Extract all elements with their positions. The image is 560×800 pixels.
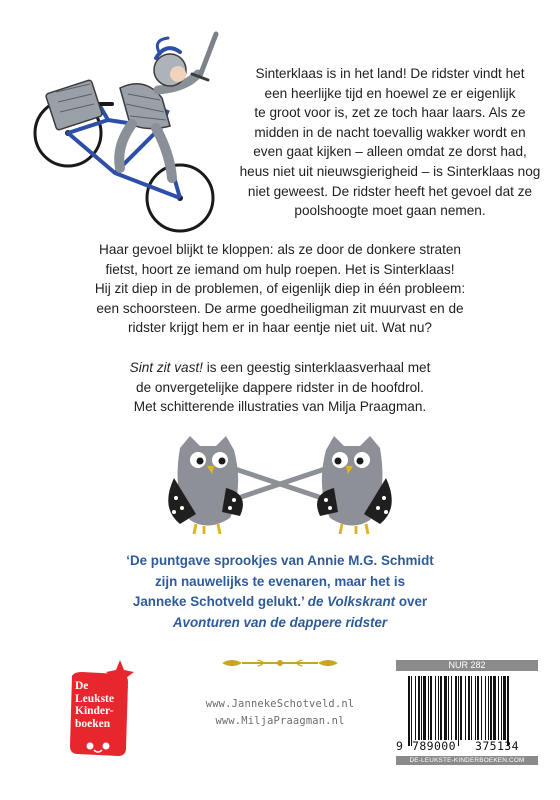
barcode-bar (444, 676, 447, 740)
nur-code: NUR 282 (396, 660, 538, 671)
illustrator-website-link[interactable]: www.MiljaPraagman.nl (215, 715, 345, 727)
blurb-story: Haar gevoel blijkt te kloppen: als ze door de donkere straten fietst, hoort ze iemand om hulp roepen. Het is Sinterklaas! Hij zit diep in de problemen, of eigenlijk diep in één probleem: een schoorsteen. De arme goedheiligman zit muurvast en de ridster krijgt hem er in haar eentje niet uit. Wat nu? (94, 242, 466, 336)
barcode-bar (448, 676, 449, 740)
barcode-bar (498, 676, 499, 740)
barcode-bar (458, 676, 459, 746)
barcode-bar (455, 676, 457, 740)
barcode-bar (428, 676, 429, 740)
publisher-site: DE-LEUKSTE-KINDERBOEKEN.COM (396, 756, 538, 765)
isbn-first-digit: 9 (396, 739, 404, 753)
leukste-kinderboeken-logo (68, 660, 134, 758)
barcode-bar (423, 676, 426, 740)
isbn-left-digits: 789000 (412, 739, 456, 753)
quote-source: de Volkskrant (307, 594, 396, 609)
blurb-intro: Sinterklaas is in het land! De ridster vindt het een heerlijke tijd en hoewel ze er eigenlijk te groot voor is, zet ze toch haar laars. Als ze midden in de nacht toevallig wakker wordt en even gaat kijken – alleen omdat ze dorst had, heus niet uit nieuwsgierigheid – is Sinterklaas nog niet geweest. De ridster heeft het gevoel dat ze poolshoogte moet gaan nemen. (239, 66, 541, 219)
knight-on-bicycle-illustration (20, 28, 240, 238)
barcode-bar (418, 676, 420, 740)
barcode-bar (440, 676, 442, 740)
barcode-bar (481, 676, 482, 740)
barcode-bar (468, 676, 470, 740)
barcode-bar (451, 676, 452, 740)
barcode-bar (415, 676, 416, 740)
barcode-bar (471, 676, 472, 740)
barcode-bar (435, 676, 436, 740)
isbn-barcode-block (396, 660, 538, 768)
review-quote: ‘De puntgave sprookjes van Annie M.G. Schmidt zijn nauwelijks te evenaren, maar het is Janneke Schotveld gelukt.’ de Volkskrant over Avonturen van de dappere ridster (126, 553, 434, 630)
book-title-italic: Sint zit vast! (129, 360, 203, 375)
quoted-book-title: Avonturen van de dappere ridster (172, 614, 388, 630)
barcode-bar (490, 676, 492, 740)
logo-text: De Leukste Kinder- boeken (75, 680, 114, 730)
barcode-bar (408, 676, 410, 746)
barcode-bar (475, 676, 476, 740)
barcode-bar (438, 676, 439, 740)
right-owl (317, 436, 392, 534)
barcode-bar (488, 676, 489, 740)
barcode-bar (421, 676, 422, 740)
barcode-bar (430, 676, 432, 740)
barcode-bar (477, 676, 479, 740)
barcode-bar (507, 676, 509, 746)
author-website-link[interactable]: www.JannekeSchotveld.nl (205, 698, 355, 710)
barcode-bar (485, 676, 486, 740)
barcode-bar (493, 676, 496, 740)
isbn-right-digits: 375134 (475, 739, 519, 753)
left-owl (168, 436, 243, 534)
blurb-summary: Sint zit vast! is een geestig sinterklaasverhaal met de onvergetelijke dappere ridster in de hoofdrol. Met schitterende illustraties van Milja Praagman. (129, 360, 431, 415)
barcode-bar (460, 676, 462, 740)
barcode-bar (503, 676, 506, 740)
gold-ornament-divider (218, 655, 342, 671)
barcode-bar (411, 676, 412, 746)
dueling-owls-illustration (160, 428, 400, 536)
barcode-bar (465, 676, 466, 740)
barcode-bar (501, 676, 502, 740)
